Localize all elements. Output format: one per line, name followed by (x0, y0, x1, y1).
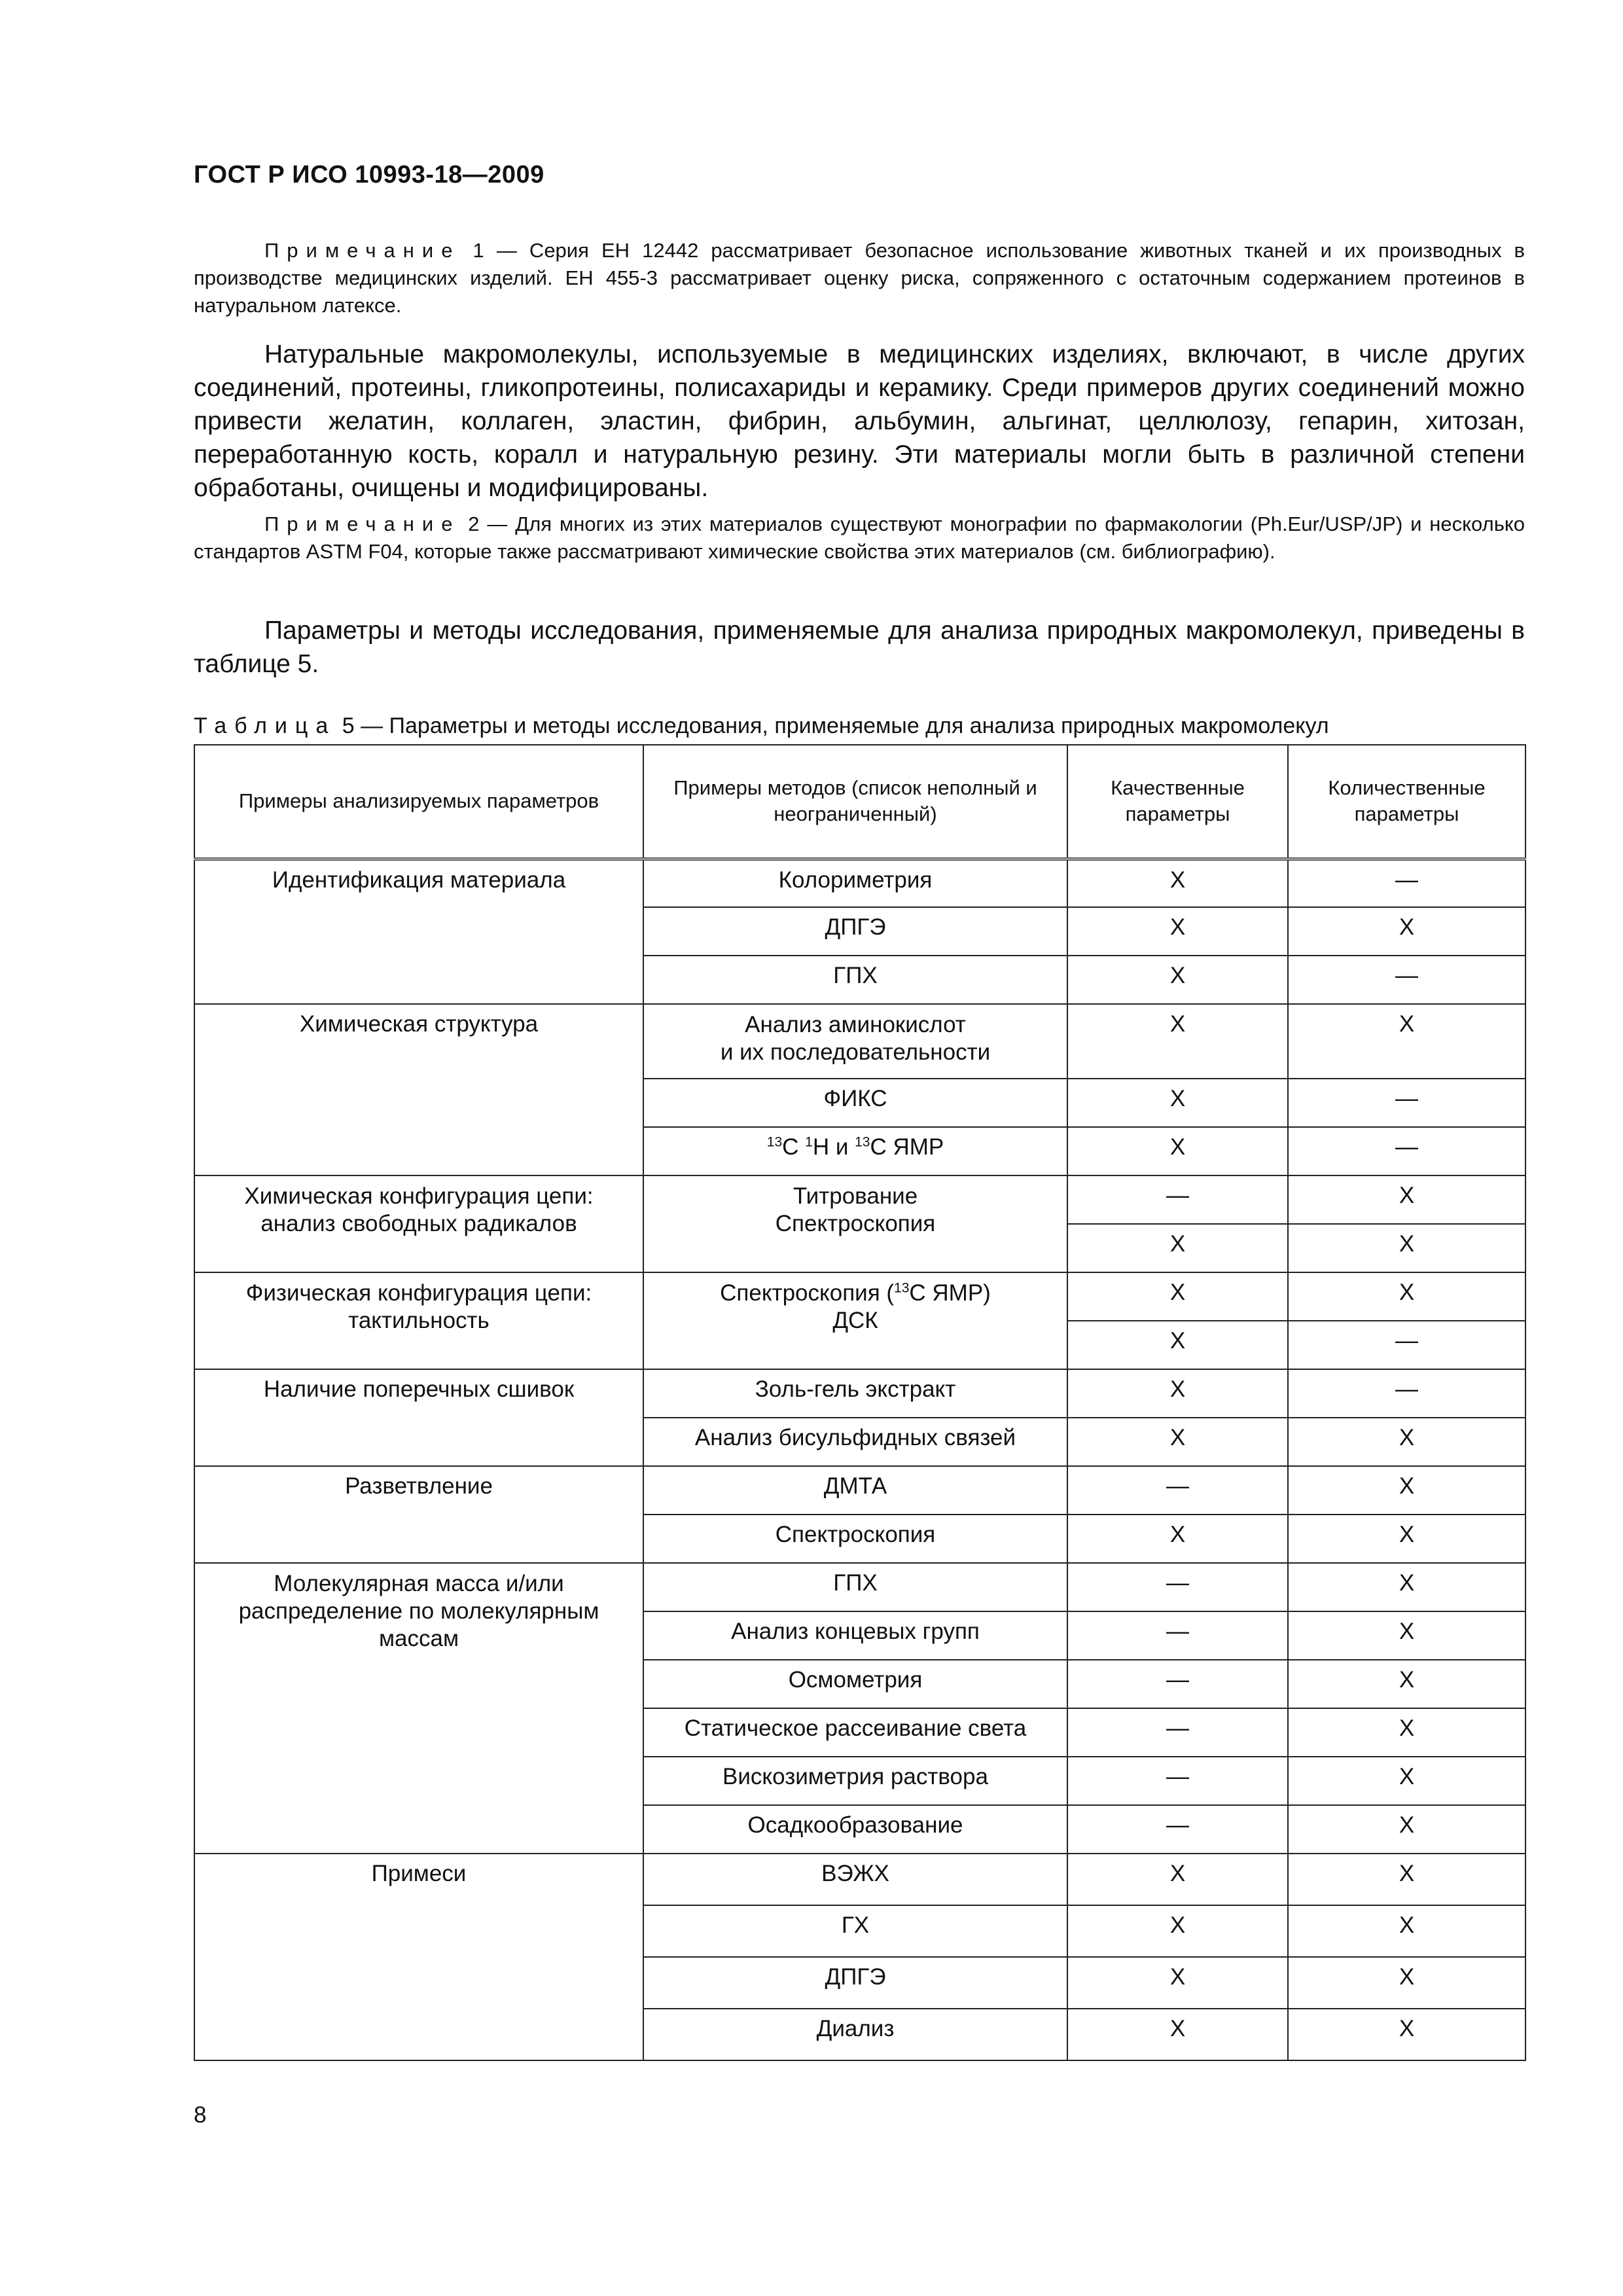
table-row (194, 1272, 1525, 1321)
quant-cell: X (1288, 1418, 1525, 1466)
parameters-table (194, 744, 1526, 2061)
param-cell: Химическая структура (194, 1004, 643, 1175)
qual-cell: — (1067, 1660, 1288, 1708)
method-cell: ВЭЖХ (643, 1854, 1067, 1905)
method-cell: Вискозиметрия раствора (643, 1757, 1067, 1805)
paragraph-2: Параметры и методы исследования, применяемые для анализа природных макромолекул, приведены в таблице 5. (194, 617, 1525, 678)
param-line: анализ свободных радикалов (260, 1211, 577, 1236)
quant-cell: X (1288, 1757, 1525, 1805)
method-cell: ФИКС (643, 1079, 1067, 1127)
method-line: и их последовательности (720, 1039, 991, 1065)
qual-cell: — (1067, 1805, 1288, 1854)
quant-cell: X (1288, 1708, 1525, 1757)
qual-cell: X (1067, 2009, 1288, 2060)
method-cell: Осмометрия (643, 1660, 1067, 1708)
quant-cell: X (1288, 907, 1525, 956)
method-cell (643, 1272, 1067, 1369)
method-cell: Анализ концевых групп (643, 1611, 1067, 1660)
note-label: Примечание (264, 512, 461, 535)
method-text: С (782, 1134, 806, 1160)
method-line: Спектроскопия (775, 1211, 936, 1236)
table-row (194, 1004, 1525, 1079)
qual-cell: X (1067, 1224, 1288, 1272)
quant-cell: X (1288, 1905, 1525, 1957)
table-row (194, 859, 1525, 907)
param-cell (194, 1175, 643, 1272)
method-text: С ЯМР (870, 1134, 944, 1160)
note-2 (194, 511, 1525, 565)
qual-cell: — (1067, 1563, 1288, 1611)
quant-cell: — (1288, 1079, 1525, 1127)
quant-cell: X (1288, 1515, 1525, 1563)
method-line: Анализ аминокислот (745, 1012, 966, 1037)
note-text: 1 — Серия ЕН 12442 рассматривает безопасное использование животных тканей и их производных в производстве медицинских изделий. ЕН 455-3 рассматривает оценку риска, сопряженного с остаточным содержанием протеинов в натуральном латексе. (194, 239, 1525, 317)
method-cell (643, 1004, 1067, 1079)
quant-cell: X (1288, 1854, 1525, 1905)
note-text: 2 — Для многих из этих материалов существуют монографии по фармакологии (Ph.Eur/USP/JP) и несколько стандартов ASTM F04, которые также рассматривают химические свойства этих материалов (см. библиографию). (194, 512, 1525, 563)
qual-cell: X (1067, 1905, 1288, 1957)
quant-cell: — (1288, 1127, 1525, 1175)
qual-cell: — (1067, 1757, 1288, 1805)
note-1 (194, 237, 1525, 319)
quant-cell: X (1288, 1957, 1525, 2009)
qual-cell: X (1067, 1079, 1288, 1127)
qual-cell: — (1067, 1175, 1288, 1224)
method-cell: ДПГЭ (643, 907, 1067, 956)
method-text: Спектроскопия ( (720, 1280, 895, 1306)
quant-cell: — (1288, 956, 1525, 1004)
qual-cell: — (1067, 1708, 1288, 1757)
quant-cell: X (1288, 1004, 1525, 1079)
method-cell: ГПХ (643, 956, 1067, 1004)
qual-cell: X (1067, 1369, 1288, 1418)
qual-cell: X (1067, 1321, 1288, 1369)
caption-text: 5 — Параметры и методы исследования, применяемые для анализа природных макромолекул (336, 713, 1329, 738)
quant-cell: — (1288, 859, 1525, 907)
param-cell (194, 1272, 643, 1369)
quant-cell: X (1288, 2009, 1525, 2060)
method-line: ДСК (832, 1308, 878, 1333)
method-cell (643, 1175, 1067, 1272)
param-line: Молекулярная масса и/или (274, 1571, 564, 1596)
quant-cell: X (1288, 1563, 1525, 1611)
qual-cell: X (1067, 1515, 1288, 1563)
param-line: массам (378, 1626, 459, 1651)
qual-cell: — (1067, 1466, 1288, 1515)
document-title: ГОСТ Р ИСО 10993-18—2009 (194, 161, 544, 188)
qual-cell: X (1067, 1004, 1288, 1079)
method-cell: ГПХ (643, 1563, 1067, 1611)
method-line: Титрование (793, 1183, 918, 1209)
method-cell: ДМТА (643, 1466, 1067, 1515)
quant-cell: X (1288, 1805, 1525, 1854)
header-qualitative: Качественные параметры (1067, 745, 1288, 859)
method-text: С ЯМР) (909, 1280, 991, 1306)
qual-cell: X (1067, 1854, 1288, 1905)
method-cell: Колориметрия (643, 859, 1067, 907)
caption-label: Таблица (194, 713, 336, 738)
qual-cell: X (1067, 1957, 1288, 2009)
quant-cell: X (1288, 1272, 1525, 1321)
qual-cell: X (1067, 1272, 1288, 1321)
quant-cell: X (1288, 1175, 1525, 1224)
param-cell: Примеси (194, 1854, 643, 2060)
note-label: Примечание (264, 239, 461, 262)
table-header-row (194, 745, 1525, 859)
header-methods: Примеры методов (список неполный и неограниченный) (643, 745, 1067, 859)
quant-cell: X (1288, 1660, 1525, 1708)
param-cell: Идентификация материала (194, 859, 643, 1004)
method-cell: Анализ бисульфидных связей (643, 1418, 1067, 1466)
paragraph-1: Натуральные макромолекулы, используемые в медицинских изделиях, включают, в числе других соединений, протеины, гликопротеины, полисахариды и керамику. Среди примеров других соединений можно привести желатин, коллаген, эластин, фибрин, альбумин, альгинат, целлюлозу, гепарин, хитозан, переработанную кость, коралл и натуральную резину. Эти материалы могли быть в различной степени обработаны, очищены и модифицированы. (194, 340, 1525, 502)
qual-cell: X (1067, 956, 1288, 1004)
quant-cell: X (1288, 1224, 1525, 1272)
superscript: 13 (894, 1280, 910, 1296)
table-row (194, 1563, 1525, 1611)
superscript: 13 (766, 1134, 783, 1150)
qual-cell: X (1067, 1127, 1288, 1175)
table-row (194, 1175, 1525, 1224)
quant-cell: X (1288, 1466, 1525, 1515)
quant-cell: — (1288, 1369, 1525, 1418)
method-cell: Диализ (643, 2009, 1067, 2060)
method-cell: ДПГЭ (643, 1957, 1067, 2009)
superscript: 13 (855, 1134, 870, 1150)
method-text: Н и (812, 1134, 855, 1160)
qual-cell: X (1067, 907, 1288, 956)
method-cell: Золь-гель экстракт (643, 1369, 1067, 1418)
page-number: 8 (194, 2102, 207, 2128)
method-cell: Осадкообразование (643, 1805, 1067, 1854)
table-row (194, 1369, 1525, 1418)
table-row (194, 1466, 1525, 1515)
param-cell: Разветвление (194, 1466, 643, 1563)
table-row (194, 1854, 1525, 1905)
param-line: Физическая конфигурация цепи: (245, 1280, 592, 1306)
qual-cell: X (1067, 1418, 1288, 1466)
header-parameters: Примеры анализируемых параметров (194, 745, 643, 859)
qual-cell: X (1067, 859, 1288, 907)
qual-cell: — (1067, 1611, 1288, 1660)
method-cell-nmr (643, 1127, 1067, 1175)
method-cell: ГХ (643, 1905, 1067, 1957)
param-line: распределение по молекулярным (238, 1598, 599, 1624)
method-cell: Спектроскопия (643, 1515, 1067, 1563)
header-quantitative: Количественные параметры (1288, 745, 1525, 859)
table-caption (194, 713, 1329, 739)
quant-cell: X (1288, 1611, 1525, 1660)
param-line: тактильность (348, 1308, 490, 1333)
superscript: 1 (805, 1134, 813, 1150)
quant-cell: — (1288, 1321, 1525, 1369)
param-line: Химическая конфигурация цепи: (244, 1183, 594, 1209)
param-cell (194, 1563, 643, 1854)
method-cell: Статическое рассеивание света (643, 1708, 1067, 1757)
param-cell: Наличие поперечных сшивок (194, 1369, 643, 1466)
